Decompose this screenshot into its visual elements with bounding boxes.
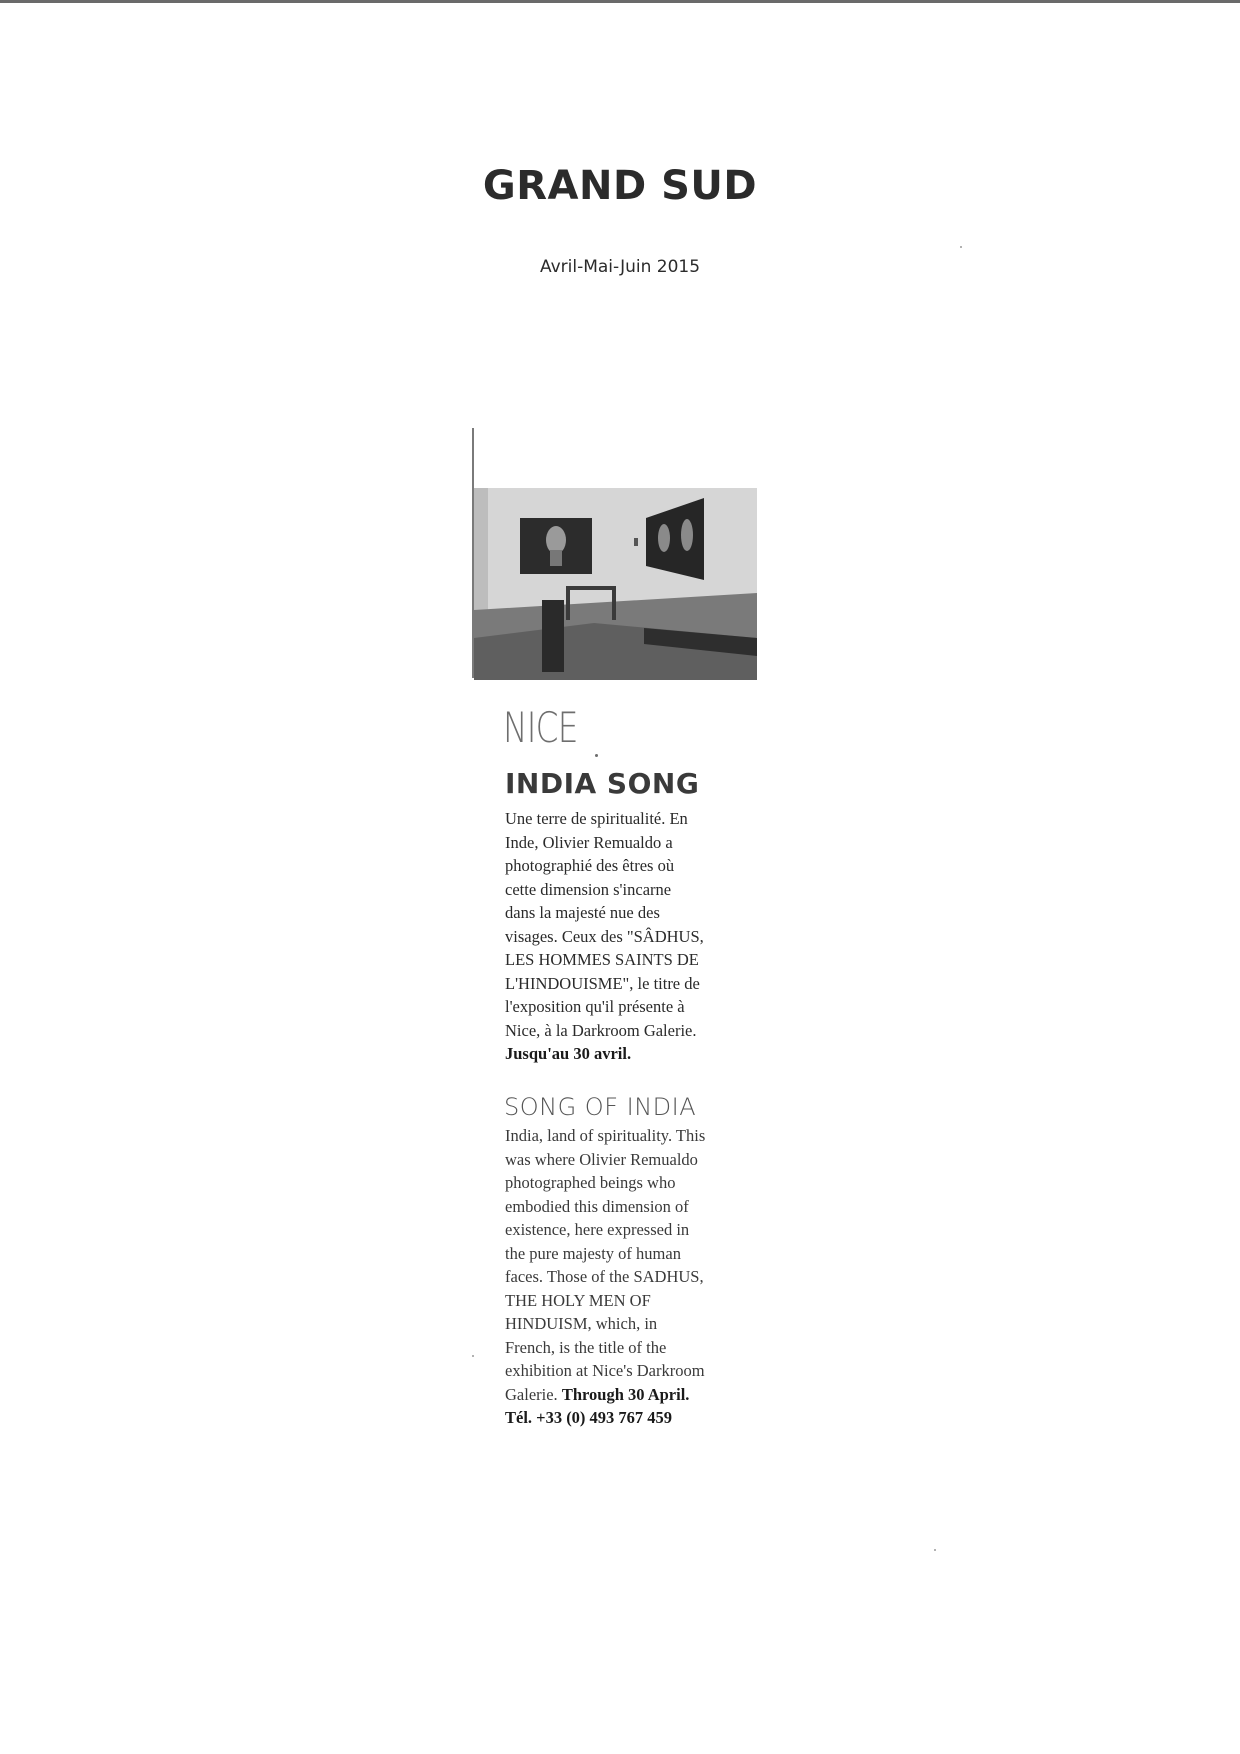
body-line: visages. Ceux des "SÂDHUS, bbox=[505, 926, 704, 946]
body-line: Inde, Olivier Remualdo a bbox=[505, 832, 673, 852]
body-line: HINDUISM, which, in bbox=[505, 1314, 658, 1333]
city-dot bbox=[595, 754, 598, 757]
body-line: photographié des êtres où bbox=[505, 856, 675, 875]
exhibition-date-french: Jusqu'au 30 avril. bbox=[505, 1044, 632, 1063]
city-label: NICE bbox=[503, 703, 578, 752]
body-last-line: Galerie. bbox=[505, 1384, 558, 1404]
english-subhead: SONG OF INDIA bbox=[504, 1093, 697, 1121]
scan-speck bbox=[960, 246, 962, 248]
article-body-french bbox=[505, 807, 770, 1066]
scan-speck bbox=[934, 1549, 936, 1551]
body-line: dans la majesté nue des bbox=[505, 903, 660, 922]
body-line: embodied this dimension of bbox=[505, 1196, 689, 1216]
gallery-interior-image bbox=[474, 488, 757, 680]
body-line: faces. Those of the SADHUS, bbox=[505, 1267, 704, 1286]
phone-number: Tél. +33 (0) 493 767 459 bbox=[505, 1408, 673, 1427]
body-line: exhibition at Nice's Darkroom bbox=[505, 1361, 705, 1380]
page-top-edge bbox=[0, 0, 1240, 3]
scan-speck bbox=[472, 1355, 474, 1357]
body-line: l'exposition qu'il présente à bbox=[505, 997, 685, 1016]
body-line-final bbox=[505, 1383, 770, 1407]
body-line: existence, here expressed in bbox=[505, 1220, 690, 1239]
body-line: photographed beings who bbox=[505, 1173, 676, 1192]
article-headline: INDIA SONG bbox=[505, 767, 700, 800]
body-line: THE HOLY MEN OF bbox=[505, 1290, 651, 1310]
gallery-photo bbox=[474, 488, 757, 680]
publication-title: GRAND SUD bbox=[482, 163, 758, 209]
body-line: the pure majesty of human bbox=[505, 1243, 681, 1263]
body-line: Une terre de spiritualité. En bbox=[505, 809, 688, 828]
body-line: cette dimension s'incarne bbox=[505, 879, 672, 899]
issue-date: Avril-Mai-Juin 2015 bbox=[539, 257, 701, 277]
body-line: was where Olivier Remualdo bbox=[505, 1149, 698, 1169]
article-body-english bbox=[505, 1124, 770, 1430]
body-line: LES HOMMES SAINTS DE bbox=[505, 950, 699, 969]
body-line: India, land of spirituality. This bbox=[505, 1126, 706, 1145]
body-line: French, is the title of the bbox=[505, 1337, 667, 1357]
exhibition-date-english: Through 30 April. bbox=[561, 1384, 690, 1404]
body-line: Nice, à la Darkroom Galerie. bbox=[505, 1020, 697, 1040]
body-line: L'HINDOUISME", le titre de bbox=[505, 973, 700, 993]
